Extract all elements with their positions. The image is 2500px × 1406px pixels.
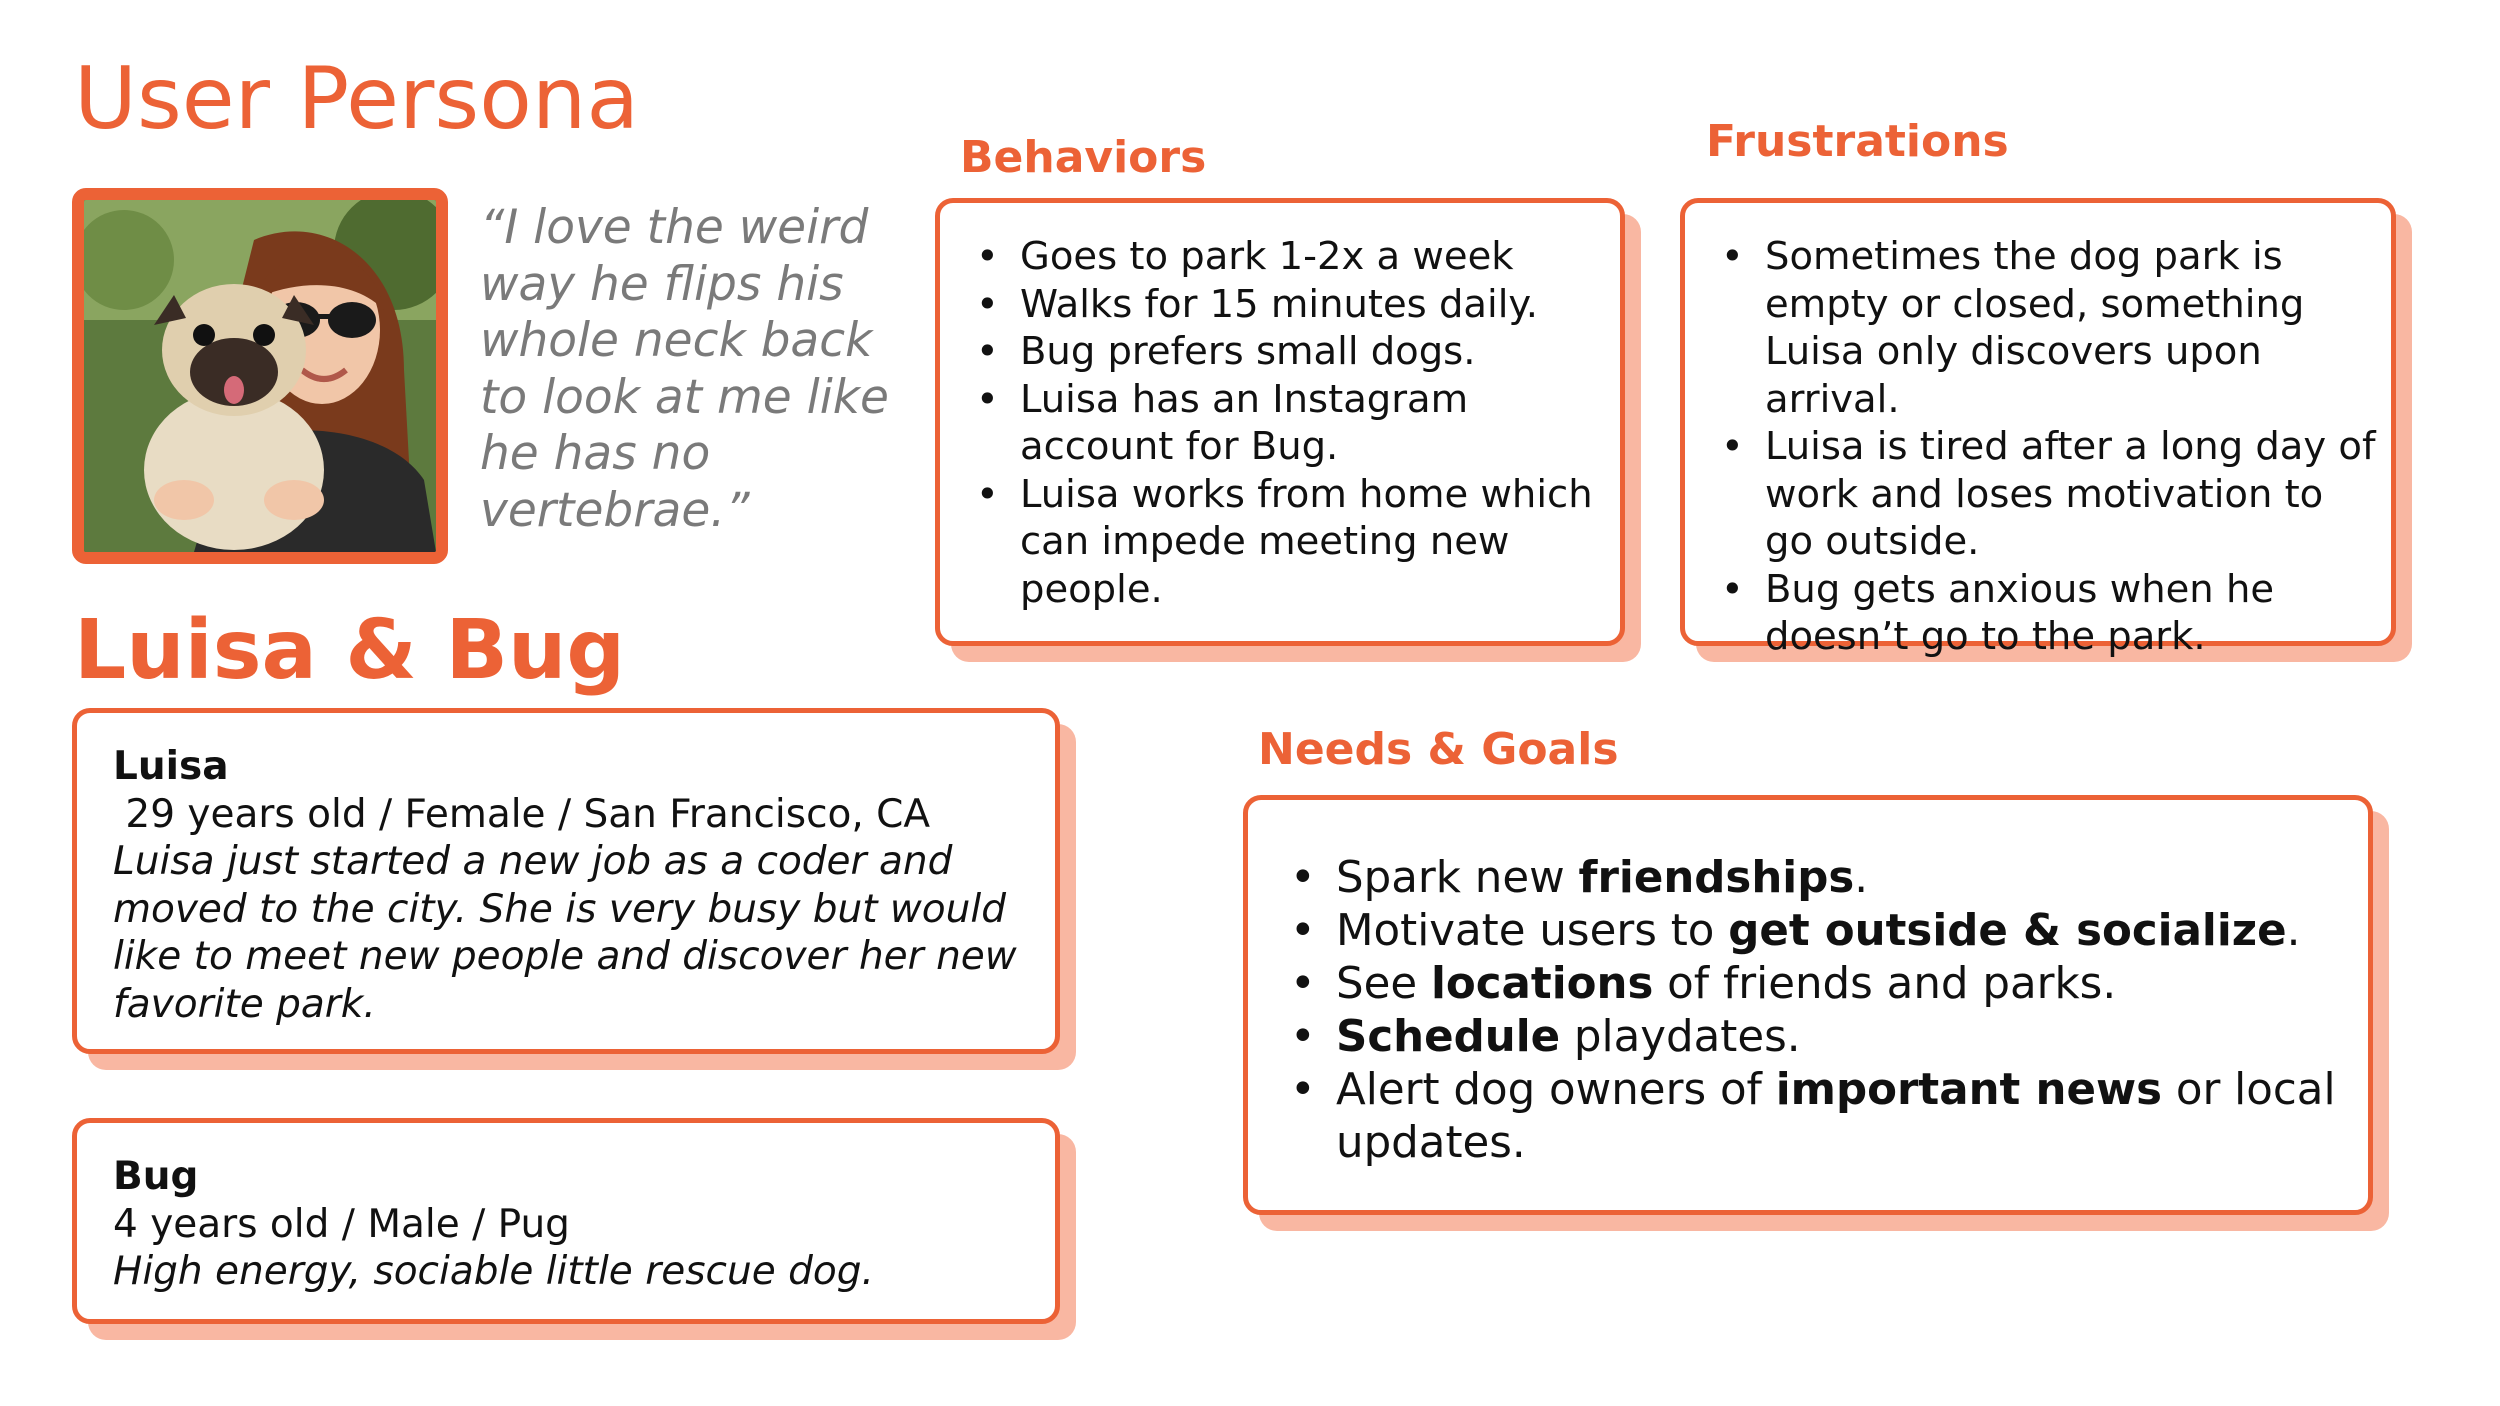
persona-quote: “I love the weird way he flips his whole neck back to look at me like he has no vertebrae.” — [480, 200, 889, 538]
frustrations-card — [1680, 198, 2396, 659]
behaviors-heading: Behaviors — [960, 132, 1207, 183]
frustrations-list — [1685, 233, 2377, 661]
needs-goals-item-bold: Schedule — [1336, 1012, 1561, 1062]
needs-goals-item-text: or local updates. — [1336, 1065, 2336, 1168]
needs-goals-item-bold: important news — [1775, 1065, 2163, 1115]
needs-goals-item — [1248, 958, 2338, 1011]
persona-photo — [72, 188, 448, 564]
persona-photo-illustration — [84, 200, 436, 552]
luisa-details: 29 years old / Female / San Francisco, CA — [113, 791, 931, 837]
frustrations-item: • Luisa is tired after a long day of work and loses motivation to go outside. — [1685, 423, 2377, 566]
needs-goals-item-bold: friendships — [1578, 853, 1855, 903]
needs-goals-item-text: Motivate users to — [1336, 906, 1729, 956]
needs-goals-item — [1248, 852, 2338, 905]
bug-details: 4 years old / Male / Pug — [113, 1201, 570, 1247]
needs-goals-item-text: Alert dog owners of — [1336, 1065, 1776, 1115]
needs-goals-heading: Needs & Goals — [1258, 724, 1619, 775]
behaviors-item: • Goes to park 1-2x a week — [940, 233, 1600, 281]
behaviors-card — [935, 198, 1625, 646]
needs-goals-item-bold: get outside & socialize — [1728, 906, 2287, 956]
frustrations-heading: Frustrations — [1706, 116, 2009, 167]
bug-card — [72, 1118, 1060, 1324]
frustrations-item: • Sometimes the dog park is empty or closed, something Luisa only discovers upon arrival. — [1685, 233, 2377, 423]
needs-goals-item-text: See — [1336, 959, 1431, 1009]
bug-bio: High energy, sociable little rescue dog. — [113, 1249, 874, 1294]
persona-name: Luisa & Bug — [74, 603, 626, 698]
behaviors-item: • Luisa has an Instagram account for Bug. — [940, 376, 1600, 471]
frustrations-item: • Bug gets anxious when he doesn’t go to the park. — [1685, 566, 2377, 661]
needs-goals-list — [1248, 852, 2338, 1170]
needs-goals-item — [1248, 905, 2338, 958]
luisa-card — [72, 708, 1060, 1054]
needs-goals-item-text: . — [2286, 906, 2301, 956]
bug-name: Bug — [113, 1154, 199, 1199]
needs-goals-item — [1248, 1064, 2338, 1170]
behaviors-list — [940, 233, 1600, 613]
needs-goals-item-text: . — [1854, 853, 1869, 903]
page-title: User Persona — [74, 49, 640, 149]
behaviors-item: • Bug prefers small dogs. — [940, 328, 1600, 376]
luisa-name: Luisa — [113, 744, 229, 789]
needs-goals-item-text: Spark new — [1336, 853, 1579, 903]
needs-goals-item-text: playdates. — [1560, 1012, 1801, 1062]
luisa-bio: Luisa just started a new job as a coder and moved to the city. She is very busy but would like to meet new people and discover her new favorite park. — [113, 839, 1017, 1027]
needs-goals-card — [1243, 795, 2373, 1215]
behaviors-item: • Walks for 15 minutes daily. — [940, 281, 1600, 329]
needs-goals-item — [1248, 1011, 2338, 1064]
behaviors-item: • Luisa works from home which can impede meeting new people. — [940, 471, 1600, 614]
needs-goals-item-bold: locations — [1430, 959, 1654, 1009]
needs-goals-item-text: of friends and parks. — [1653, 959, 2117, 1009]
